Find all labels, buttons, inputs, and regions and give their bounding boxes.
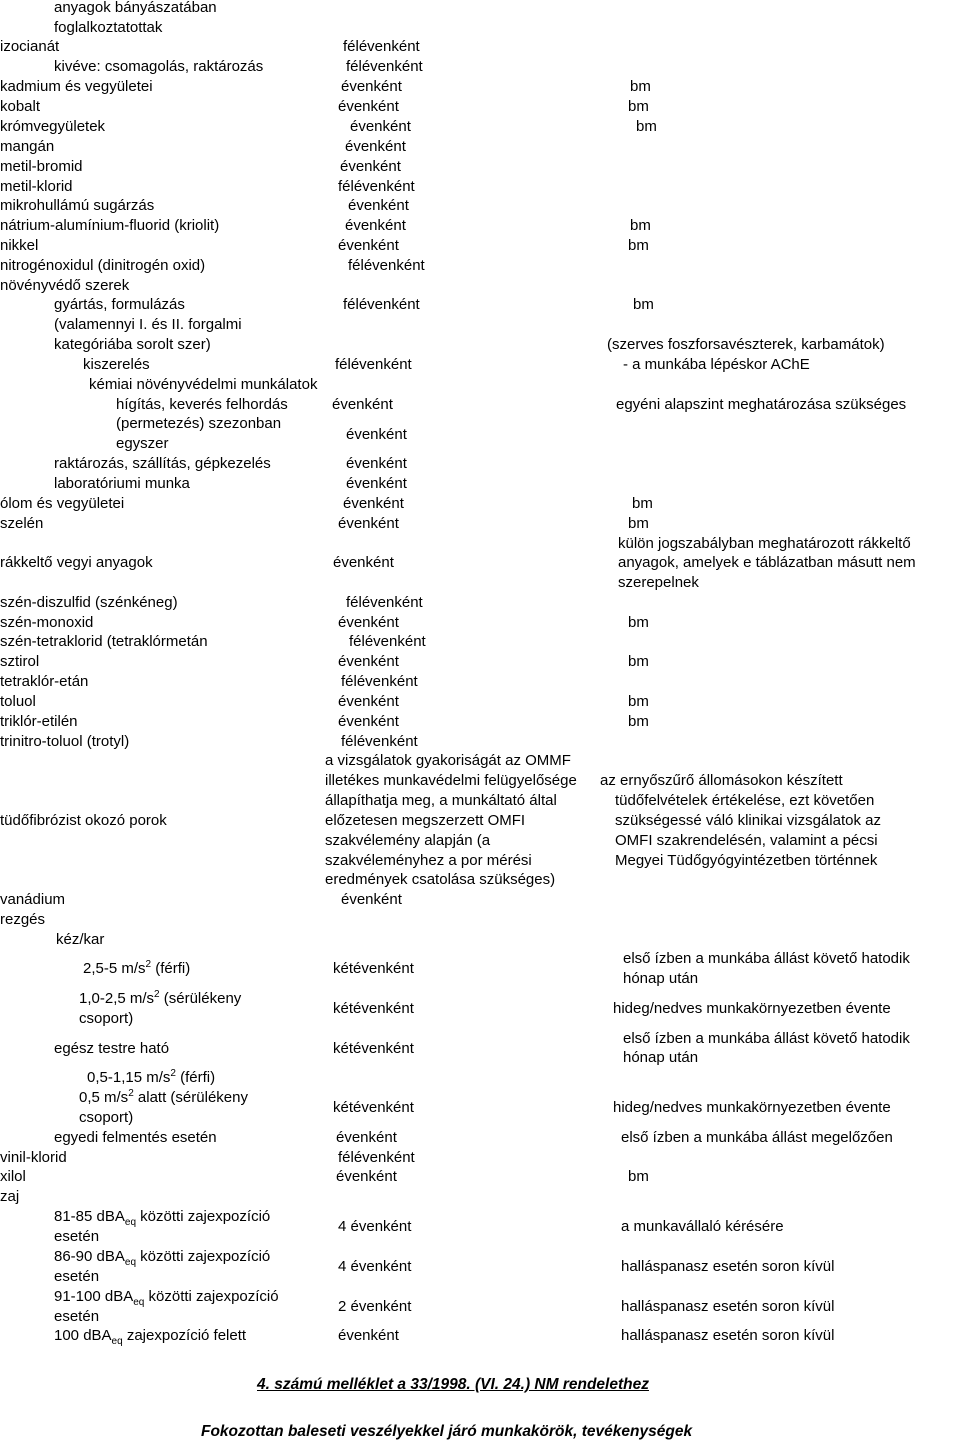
row-label: szén-monoxid	[0, 614, 94, 631]
row-label: kiszerelés	[83, 356, 150, 373]
frequency: évenként	[346, 475, 407, 492]
frequency: évenként	[338, 693, 399, 710]
row-label: izocianát	[0, 38, 60, 55]
note: első ízben a munkába állást követő hatodik	[623, 950, 910, 967]
row-label: rezgés	[0, 911, 46, 928]
row-label: sztirol	[0, 653, 40, 670]
row-label: 81-85 dBA$_{eq}$ közötti zajexpozíció	[54, 1208, 271, 1228]
frequency: félévenként	[346, 58, 423, 75]
frequency: évenként	[343, 495, 404, 512]
frequency: évenként	[338, 713, 399, 730]
row-label: szén-diszulfid (szénkéneg)	[0, 594, 178, 611]
frequency: évenként	[345, 217, 406, 234]
frequency: évenként	[333, 554, 394, 571]
row-label: vinil-klorid	[0, 1149, 67, 1166]
note: egyéni alapszint meghatározása szükséges	[616, 396, 907, 413]
note: hideg/nedves munkakörnyezetben évente	[613, 1099, 891, 1116]
frequency: félévenként	[338, 178, 415, 195]
row-label: nikkel	[0, 237, 39, 254]
row-label: mangán	[0, 138, 55, 155]
frequency: évenként	[338, 515, 399, 532]
row-label: rákkeltő vegyi anyagok	[0, 554, 153, 571]
row-label: laboratóriumi munka	[54, 475, 190, 492]
note: bm	[628, 653, 649, 670]
row-label: 1,0-2,5 $m/s^2$ (sérülékeny	[79, 989, 242, 1007]
frequency: 2 évenként	[338, 1298, 412, 1315]
row-label: tüdőfibrózist okozó porok	[0, 812, 167, 829]
note: bm	[632, 495, 653, 512]
frequency: kétévenként	[333, 1099, 414, 1116]
row-label: egyszer	[116, 435, 169, 452]
note: halláspanasz esetén soron kívül	[621, 1298, 835, 1315]
row-label: 91-100 dBA$_{eq}$ közötti zajexpozíció	[54, 1288, 279, 1308]
frequency: félévenként	[348, 257, 425, 274]
row-label: kivéve: csomagolás, raktározás	[54, 58, 264, 75]
row-label: csoport)	[79, 1109, 134, 1126]
frequency: évenként	[336, 1129, 397, 1146]
row-label: metil-klorid	[0, 178, 73, 195]
note: bm	[628, 98, 649, 115]
row-label: trinitro-toluol (trotyl)	[0, 733, 130, 750]
row-label: tetraklór-etán	[0, 673, 89, 690]
frequency: félévenként	[335, 356, 412, 373]
frequency: évenként	[338, 614, 399, 631]
row-label: toluol	[0, 693, 36, 710]
note: hideg/nedves munkakörnyezetben évente	[613, 1000, 891, 1017]
row-label: kobalt	[0, 98, 41, 115]
row-label: kéz/kar	[56, 931, 105, 948]
note: bm	[628, 713, 649, 730]
frequency: kétévenként	[333, 1000, 414, 1017]
row-label: foglalkoztatottak	[54, 19, 163, 36]
frequency: előzetesen megszerzett OMFI	[325, 812, 526, 829]
note: tüdőfelvételek értékelése, ezt követően	[615, 792, 875, 809]
note: - a munkába lépéskor AChE	[623, 356, 810, 373]
row-label: növényvédő szerek	[0, 277, 130, 294]
note: hónap után	[623, 1049, 699, 1066]
row-label: 0,5 $m/s^2$ alatt (sérülékeny	[79, 1088, 248, 1106]
frequency: évenként	[338, 98, 399, 115]
note: az ernyőszűrő állomásokon készített	[600, 772, 843, 789]
frequency: a vizsgálatok gyakoriságát az OMMF	[325, 752, 571, 769]
note: bm	[628, 237, 649, 254]
row-label: vanádium	[0, 891, 66, 908]
row-label: triklór-etilén	[0, 713, 78, 730]
row-label: nátrium-alumínium-fluorid (kriolit)	[0, 217, 220, 234]
row-label: nitrogénoxidul (dinitrogén oxid)	[0, 257, 206, 274]
frequency: 4 évenként	[338, 1218, 412, 1235]
frequency: évenként	[341, 78, 402, 95]
row-label: ólom és vegyületei	[0, 495, 125, 512]
note: bm	[628, 515, 649, 532]
frequency: félévenként	[346, 594, 423, 611]
note: halláspanasz esetén soron kívül	[621, 1258, 835, 1275]
note: bm	[636, 118, 657, 135]
frequency: évenként	[348, 197, 409, 214]
note: bm	[630, 217, 651, 234]
row-label: csoport)	[79, 1010, 134, 1027]
row-label: egyedi felmentés esetén	[54, 1129, 217, 1146]
row-label: esetén	[54, 1308, 100, 1325]
note: bm	[628, 693, 649, 710]
row-label: szelén	[0, 515, 44, 532]
frequency: évenként	[350, 118, 411, 135]
row-label: krómvegyületek	[0, 118, 106, 135]
row-label: mikrohullámú sugárzás	[0, 197, 155, 214]
note: szerepelnek	[618, 574, 699, 591]
note: Megyei Tüdőgyógyintézetben történnek	[615, 852, 878, 869]
frequency: évenként	[341, 891, 402, 908]
note: bm	[628, 614, 649, 631]
frequency: évenként	[346, 426, 407, 443]
note: bm	[630, 78, 651, 95]
note: anyagok, amelyek e táblázatban másutt nem	[618, 554, 916, 571]
frequency: állapíthatja meg, a munkáltató által	[325, 792, 557, 809]
row-label: gyártás, formulázás	[54, 296, 185, 313]
note: hónap után	[623, 970, 699, 987]
frequency: kétévenként	[333, 960, 414, 977]
frequency: évenként	[338, 1327, 399, 1344]
frequency: évenként	[340, 158, 401, 175]
frequency: eredmények csatolása szükséges)	[325, 871, 556, 888]
row-label: 0,5-1,15 $m/s^2$ (férfi)	[87, 1068, 216, 1086]
row-label: hígítás, keverés felhordás	[116, 396, 288, 413]
frequency: évenként	[338, 237, 399, 254]
row-label: szén-tetraklorid (tetraklórmetán	[0, 633, 208, 650]
frequency: évenként	[345, 138, 406, 155]
row-label: kategóriába sorolt szer)	[54, 336, 211, 353]
frequency: kétévenként	[333, 1040, 414, 1057]
frequency: évenként	[338, 653, 399, 670]
note: halláspanasz esetén soron kívül	[621, 1327, 835, 1344]
note: bm	[628, 1168, 649, 1185]
row-label: (permetezés) szezonban	[116, 415, 282, 432]
note: OMFI szakrendelésén, valamint a pécsi	[615, 832, 878, 849]
frequency: szakvélemény alapján (a	[325, 832, 491, 849]
frequency: félévenként	[343, 296, 420, 313]
frequency: évenként	[336, 1168, 397, 1185]
row-label: 86-90 dBA$_{eq}$ közötti zajexpozíció	[54, 1248, 271, 1268]
row-label: anyagok bányászatában	[54, 0, 217, 16]
frequency: félévenként	[341, 733, 418, 750]
frequency: félévenként	[338, 1149, 415, 1166]
frequency: 4 évenként	[338, 1258, 412, 1275]
row-label: 100 dBA$_{eq}$ zajexpozíció felett	[54, 1327, 247, 1347]
frequency: évenként	[346, 455, 407, 472]
row-label: zaj	[0, 1188, 20, 1205]
frequency: szakvéleményhez a por mérési	[325, 852, 532, 869]
row-label: esetén	[54, 1228, 100, 1245]
note: külön jogszabályban meghatározott rákkeltő	[618, 535, 911, 552]
row-label: esetén	[54, 1268, 100, 1285]
row-label: xilol	[0, 1168, 26, 1185]
annex-title: 4. számú melléklet a 33/1998. (VI. 24.) NM rendelethez	[257, 1376, 649, 1393]
row-label: 2,5-5 $m/s^2$ (férfi)	[83, 959, 191, 977]
frequency: félévenként	[341, 673, 418, 690]
note: (szerves foszforsavészterek, karbamátok)	[607, 336, 885, 353]
row-label: kadmium és vegyületei	[0, 78, 153, 95]
frequency: évenként	[332, 396, 393, 413]
note: a munkavállaló kérésére	[621, 1218, 784, 1235]
frequency: félévenként	[349, 633, 426, 650]
note: első ízben a munkába állást követő hatodik	[623, 1030, 910, 1047]
row-label: raktározás, szállítás, gépkezelés	[54, 455, 271, 472]
row-label: kémiai növényvédelmi munkálatok	[89, 376, 318, 393]
row-label: egész testre ható	[54, 1040, 170, 1057]
row-label: metil-bromid	[0, 158, 83, 175]
note: első ízben a munkába állást megelőzően	[621, 1129, 893, 1146]
section-title: Fokozottan baleseti veszélyekkel járó munkakörök, tevékenységek	[201, 1423, 693, 1440]
note: szükségessé váló klinikai vizsgálatok az	[615, 812, 881, 829]
row-label: (valamennyi I. és II. forgalmi	[54, 316, 242, 333]
note: bm	[633, 296, 654, 313]
frequency: illetékes munkavédelmi felügyelősége	[325, 772, 577, 789]
frequency: félévenként	[343, 38, 420, 55]
